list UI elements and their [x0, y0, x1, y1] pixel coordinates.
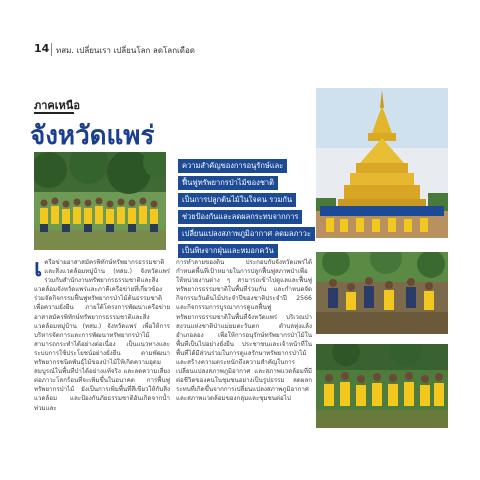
group-photo-forest [34, 152, 166, 250]
caption-line-1: ความสำคัญของการอนุรักษ์และ [178, 159, 287, 173]
header-divider [51, 43, 52, 56]
body-text-2: การทำลายของดิน ประกอบกับจังหวัดแพร่ได้กำหนดพื้นที่เป้าหมายในการปลูกฟื้นฟูสภาพป่าเพื่อให้หน่วยงานต่าง ๆ สามารถเข้าไปดูแลและฟื้นฟูทรัพยากรธรรมชาติในพื้นที่ร่วมกัน และกำหนดจัดกิจกรรมวันต้นไม้ประจำปีของชาติประจำปี 2566 และกิจกรรมการบูรณาการดูแลฟื้นฟูทรัพยากรธรรมชาติในพื้นที่จังหวัดแพร่ บริเวณป่าสงวนแห่งชาติป่าแม่ยมตะวันตก ตำบลทุ่งแล้ง อำเภอลอง เพื่อให้การอนุรักษ์ทรัพยากรป่าไม้ในพื้นที่เป็นไปอย่างยั่งยืน ประชาชนและเจ้าหน้าที่ในพื้นที่ได้มีส่วนร่วมในการดูแลรักษาทรัพยากรป่าไม้ และสร้างความตระหนักถึงความสำคัญในการเปลี่ยนแปลงสภาพภูมิอากาศ และสภาพแวดล้อมที่มีต่อชีวิตของคนในชุมชนอย่างเป็นรูปธรรม ลดผลกระทบที่เกิดขึ้นจากการเปลี่ยนแปลงสภาพภูมิอากาศและสภาพแวดล้อมของกลุ่มและชุมชนต่อไป [176, 259, 312, 403]
page-header [0, 0, 480, 66]
region-underline [34, 112, 74, 114]
caption-line-2: ฟื้นฟูทรัพยากรป่าไม้ของชาติ [178, 176, 278, 190]
dropcap: เ [34, 254, 43, 282]
caption-line-5: เปลี่ยนแปลงสภาพภูมิอากาศ ลดมลภาวะ [178, 227, 315, 241]
volunteers-photo [316, 344, 448, 428]
body-column-1 [34, 254, 170, 440]
pagoda-photo [316, 88, 448, 238]
body-text-1: ครือข่ายอาสาสมัครพิทักษ์ทรัพยากรธรรมชาติและสิ่งแวดล้อมหมู่บ้าน (ทสม.) จังหวัดแพร่ ร่วมกับสำนักงานทรัพยากรธรรมชาติและสิ่งแวดล้อมจังหวัดแพร่และภาคีเครือข่ายที่เกี่ยวข้อง ร่วมจัดกิจกรรมฟื้นฟูทรัพยากรป่าไม้ต้นธรรมชาติเพื่อความยั่งยืน ภายใต้โครงการพัฒนาเครือข่ายอาสาสมัครพิทักษ์ทรัพยากรธรรมชาติและสิ่งแวดล้อมหมู่บ้าน (ทสม.) จังหวัดแพร่ เพื่อให้การบริหารจัดการและการพัฒนาทรัพยากรป่าไม้ สามารถกระทำได้อย่างต่อเนื่อง เป็นแนวทางและระบบการใช้ประโยชน์อย่างยั่งยืน ตามพัฒนาทรัพยากรชนิดพันธุ์ไม้ของป่าไม้ให้เกิดความอุดมสมบูรณ์ในพื้นที่ป่าได้อย่างแท้จริง และลดความเสี่ยงต่อภาวะโลกร้อนที่จะเพิ่มขึ้นในอนาคต การพื้นฟูทรัพยากรป่าไม้ ยังเป็นการเพิ่มพื้นที่สีเขียวให้กับสิ่งแวดล้อม และป้องกันภัยธรรมชาติอันเกิดจากน้ำท่วมและ [34, 259, 170, 412]
caption-line-4: ช่วยป้องกันและลดผลกระทบจากการ [178, 210, 302, 224]
page-number: 14 [34, 42, 50, 55]
caption-line-6: เป็นพิษจากฝุ่นและหมอกควัน [178, 244, 278, 258]
province-title: จังหวัดแพร่ [30, 121, 155, 151]
body-column-2 [176, 258, 312, 440]
region-label: ภาคเหนือ [34, 99, 80, 112]
caption-line-3: เป็นการปลูกต้นไม้ในใจคน รวมกัน [178, 193, 296, 207]
header-title: ทสม. เปลี่ยนเรา เปลี่ยนโลก ลดโลกเดือด [56, 46, 195, 55]
planting-photo [316, 252, 448, 334]
